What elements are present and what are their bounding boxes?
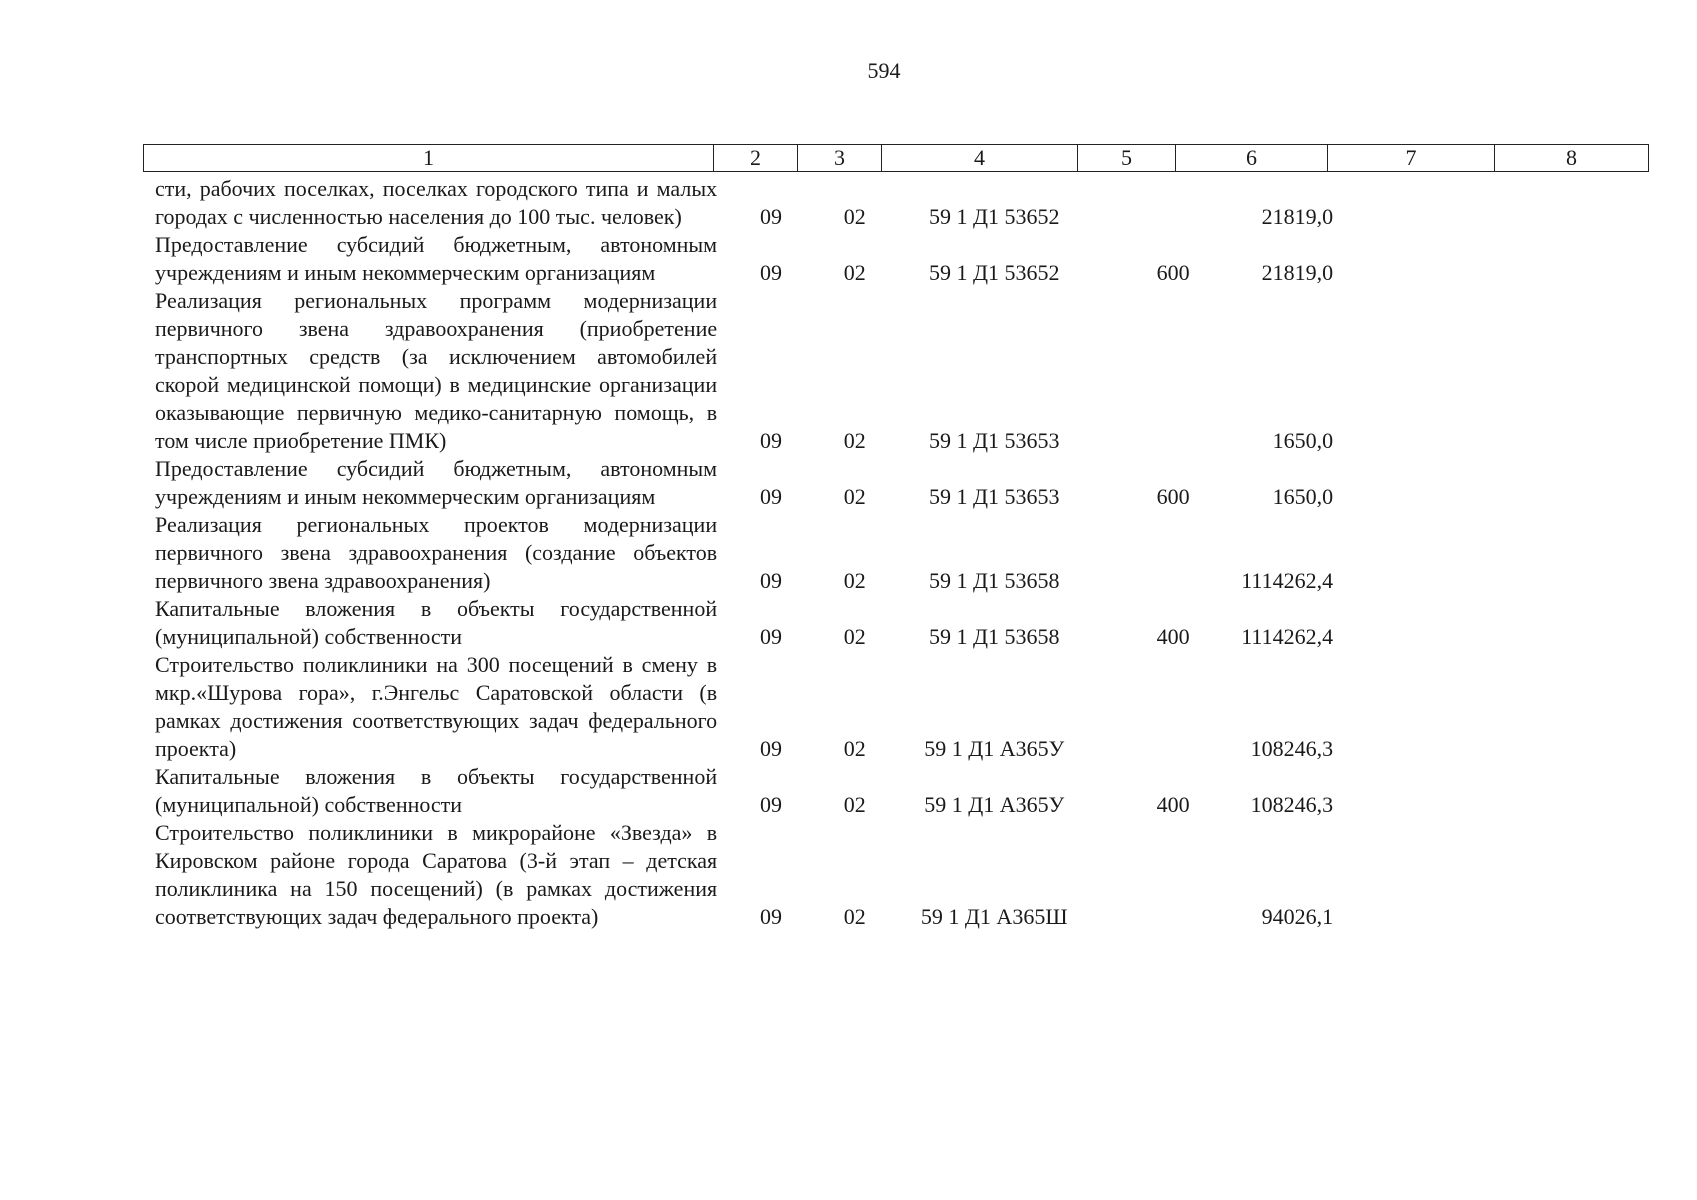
table-row [143,231,1653,287]
row-subsection: 02 [843,484,866,509]
table-row [143,819,1653,931]
row-amount: 108246,3 [1250,792,1334,817]
row-section: 09 [759,204,782,229]
row-target-code: 59 1 Д1 53658 [928,624,1060,649]
row-section: 09 [759,260,782,285]
row-target-code: 59 1 Д1 А365У [924,736,1065,761]
row-amount: 21819,0 [1261,260,1334,285]
row-section: 09 [759,624,782,649]
row-description: Реализация региональных проектов модернизации первичного звена здравоохранения (создание объектов первичного звена здравоохранения) [155,512,718,593]
row-description: Капитальные вложения в объекты государственной (муниципальной) собственности [155,596,718,649]
row-target-code: 59 1 Д1 53658 [928,568,1060,593]
row-section: 09 [759,484,782,509]
table-header [143,144,1649,172]
table-row [143,763,1653,819]
row-amount: 94026,1 [1261,904,1334,929]
row-amount: 1114262,4 [1241,568,1334,593]
row-section: 09 [759,736,782,761]
table-row [143,595,1653,651]
row-target-code: 59 1 Д1 А365Ш [920,904,1068,929]
header-col-8: 8 [1495,145,1649,172]
row-subsection: 02 [843,736,866,761]
row-description: Строительство поликлиники в микрорайоне «Звезда» в Кировском районе города Саратова (3-й этап – детская поликлиника на 150 посещений) (в рамках достижения соответствующих задач федерального проекта) [155,820,718,929]
row-section: 09 [759,428,782,453]
table-row [143,175,1653,231]
row-expense-type: 600 [1156,260,1190,285]
row-subsection: 02 [843,260,866,285]
row-expense-type: 600 [1156,484,1190,509]
row-amount: 21819,0 [1261,204,1334,229]
row-target-code: 59 1 Д1 53652 [928,204,1060,229]
table-row [143,455,1653,511]
row-section: 09 [759,792,782,817]
row-expense-type: 400 [1156,624,1190,649]
row-subsection: 02 [843,792,866,817]
row-subsection: 02 [843,428,866,453]
row-target-code: 59 1 Д1 53652 [928,260,1060,285]
row-description: Предоставление субсидий бюджетным, автономным учреждениям и иным некоммерческим организациям [155,456,718,509]
row-amount: 1650,0 [1272,484,1334,509]
row-subsection: 02 [843,904,866,929]
page-number: 594 [867,58,901,83]
row-section: 09 [759,568,782,593]
row-target-code: 59 1 Д1 53653 [928,428,1060,453]
header-col-5: 5 [1078,145,1176,172]
row-expense-type: 400 [1156,792,1190,817]
row-subsection: 02 [843,204,866,229]
row-description: Реализация региональных программ модернизации первичного звена здравоохранения (приобретение транспортных средств (за исключением автомобилей скорой медицинской помощи) в медицинские организации оказывающие первичную медико-санитарную помощь, в том числе приобретение ПМК) [155,288,718,453]
table-row [143,511,1653,595]
row-target-code: 59 1 Д1 53653 [928,484,1060,509]
row-description: Строительство поликлиники на 300 посещений в смену в мкр.«Шурова гора», г.Энгельс Саратовской области (в рамках достижения соответствующих задач федерального проекта) [155,652,718,761]
table-body [143,175,1653,931]
header-col-6: 6 [1176,145,1328,172]
row-subsection: 02 [843,568,866,593]
table-row [143,651,1653,763]
header-col-3: 3 [798,145,882,172]
header-col-2: 2 [714,145,798,172]
row-description: Капитальные вложения в объекты государственной (муниципальной) собственности [155,764,718,817]
row-amount: 108246,3 [1250,736,1334,761]
row-target-code: 59 1 Д1 А365У [924,792,1065,817]
table-row [143,287,1653,455]
row-amount: 1114262,4 [1241,624,1334,649]
row-description: Предоставление субсидий бюджетным, автономным учреждениям и иным некоммерческим организациям [155,232,718,285]
row-subsection: 02 [843,624,866,649]
row-amount: 1650,0 [1272,428,1334,453]
header-col-4: 4 [882,145,1078,172]
header-col-1: 1 [144,145,714,172]
header-col-7: 7 [1328,145,1495,172]
row-section: 09 [759,904,782,929]
row-description: сти, рабочих поселках, поселках городского типа и малых городах с численностью населения до 100 тыс. человек) [155,176,718,229]
